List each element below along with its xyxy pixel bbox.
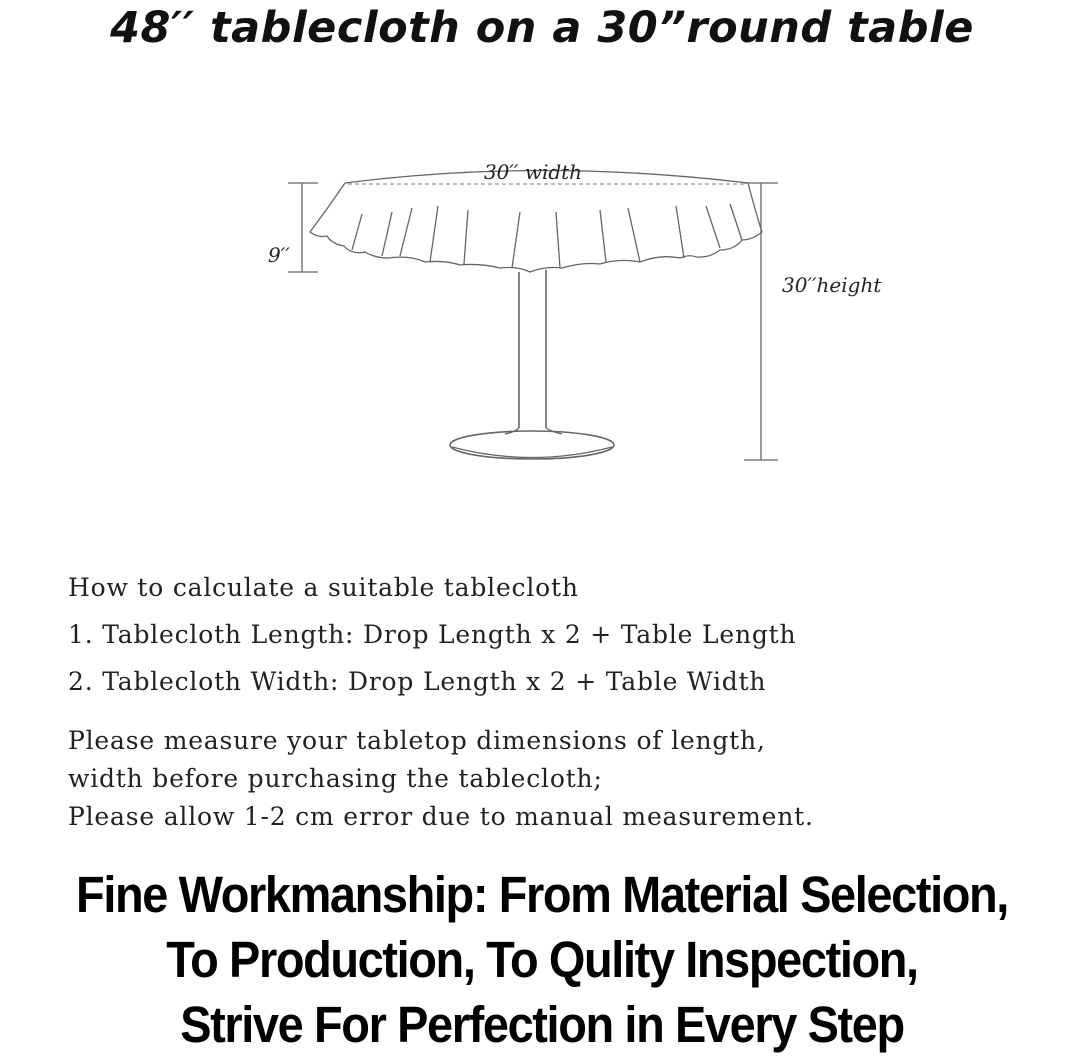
promo-line: To Production, To Qulity Inspection,: [166, 931, 918, 988]
fold-line: [464, 210, 468, 264]
height-label: 30′′height: [782, 273, 882, 297]
instruction-step: 2. Tablecloth Width: Drop Length x 2 + Table Width: [68, 667, 767, 696]
note-line: width before purchasing the tablecloth;: [68, 764, 603, 793]
drop-label: 9′′: [268, 243, 290, 267]
tablecloth-hem: [388, 256, 696, 272]
fold-line: [430, 206, 438, 262]
fold-line: [352, 214, 362, 250]
tablecloth-left-edge: [310, 183, 388, 258]
table-base: [450, 431, 614, 459]
promo-line: Strive For Perfection in Every Step: [180, 996, 904, 1053]
fold-line: [628, 208, 640, 262]
instruction-step: 1. Tablecloth Length: Drop Length x 2 + Table Length: [68, 620, 797, 649]
fold-line: [382, 212, 392, 256]
fold-line: [730, 204, 742, 240]
table-diagram: [0, 0, 1084, 520]
page-title: 48′′ tablecloth on a 30”round table: [110, 3, 974, 53]
calculation-instructions: [68, 564, 1028, 705]
tablecloth-right-edge: [696, 183, 762, 257]
fold-line: [556, 212, 560, 268]
note-line: Please measure your tabletop dimensions of length,: [68, 726, 766, 755]
fold-line: [676, 206, 684, 258]
workmanship-banner: [0, 862, 1084, 1057]
note-line: Please allow 1-2 cm error due to manual measurement.: [68, 802, 814, 831]
fold-line: [400, 208, 412, 256]
fold-line: [512, 212, 520, 268]
fold-line: [706, 206, 720, 248]
instructions-heading: How to calculate a suitable tablecloth: [68, 573, 579, 602]
measurement-note: [68, 722, 1028, 836]
width-label: 30′′ width: [483, 160, 583, 184]
promo-line: Fine Workmanship: From Material Selection,: [76, 866, 1008, 923]
fold-line: [600, 210, 606, 262]
